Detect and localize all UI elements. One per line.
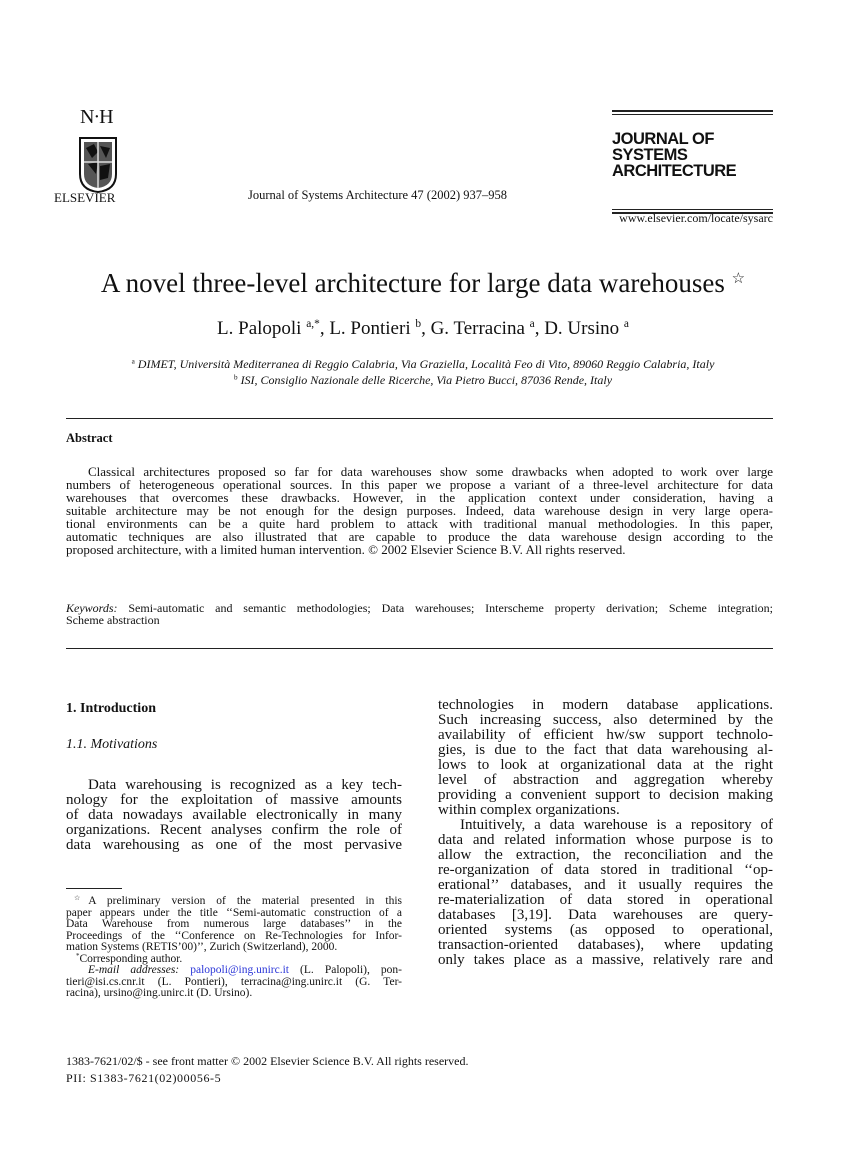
copyright-line: 1383-7621/02/$ - see front matter © 2002 Elsevier Science B.V. All rights reserved. (66, 1054, 469, 1068)
affiliation: $^a$ DIMET, Università Mediterranea di Reggio Calabria, Via Graziella, Località Feo di Vito, 89060 Reggio Calabria, Italy (131, 357, 715, 371)
paper-title (0, 268, 846, 299)
journal-url[interactable]: www.elsevier.com/locate/sysarc (619, 211, 773, 225)
keywords (66, 600, 773, 627)
abstract-heading: Abstract (66, 431, 113, 445)
body-line: nology for the exploitation of massive amounts (66, 792, 402, 808)
abstract-body (66, 463, 773, 557)
author: L. Palopoli $^{a,*}$, (217, 318, 330, 339)
abstract-line: warehouses that overcomes these drawbacks. However, in the application context under consideration, having a (66, 490, 773, 505)
abstract-line: Classical architectures proposed so far for data warehouses show some drawbacks when adopted to work over large (88, 464, 773, 479)
footnote-line: Proceedings of the ‘‘Conference on Re-Technologies for Infor- (66, 929, 402, 942)
body-line: gies, is due to the fact that data warehousing al- (438, 742, 773, 758)
body-line: lows to look at organizational data at the right (438, 757, 773, 773)
title-text: A novel three-level architecture for large data warehouses (100, 268, 725, 298)
body-line: erational’’ databases, and it usually requires the (438, 877, 773, 893)
section-heading: 1. Introduction (66, 701, 156, 716)
left-column-body (66, 776, 402, 851)
body-line: data warehousing as one of the most pervasive (66, 837, 402, 853)
body-line: allow the extraction, the reconciliation and the (438, 847, 773, 863)
journal-citation: Journal of Systems Architecture 47 (2002) 937–958 (248, 188, 507, 202)
keywords-line: Keywords: Semi-automatic and semantic methodologies; Data warehouses; Interscheme property derivation; Scheme integration; (66, 601, 773, 615)
divider (66, 648, 773, 649)
body-line: organizations. Recent analyses confirm the role of (66, 822, 402, 838)
crest-icon (78, 134, 118, 194)
body-line: only takes place as a massive, relatively rare and (438, 952, 773, 968)
body-line: Intuitively, a data warehouse is a repository of (460, 817, 773, 833)
corresponding-author-note: *Corresponding author. (76, 952, 183, 965)
author-list (0, 318, 846, 340)
journal-logo-rule-top (612, 110, 773, 112)
email-line: racina), ursino@ing.unirc.it (D. Ursino). (66, 987, 253, 999)
abstract-line: proposed architecture, with a limited human intervention. © 2002 Elsevier Science B.V. All rights reserved. (66, 542, 626, 557)
footnotes (66, 894, 402, 998)
right-column-body (438, 696, 773, 966)
body-line: within complex organizations. (438, 802, 620, 818)
body-line: re-organization of data stored in traditional ‘‘op- (438, 862, 773, 878)
email-link[interactable]: palopoli@ing.unirc.it (190, 964, 289, 976)
keywords-line: Scheme abstraction (66, 613, 160, 627)
journal-logo-line: ARCHITECTURE (612, 162, 737, 180)
body-line: technologies in modern database applications. (438, 697, 773, 713)
affiliation: $^b$ ISI, Consiglio Nazionale delle Ricerche, Via Pietro Bucci, 87036 Rende, Italy (233, 372, 613, 387)
abstract-line: numbers of heterogeneous operational sources. In this paper we propose a variant of a three-level architecture for data (66, 477, 773, 492)
nh-monogram: N·H (80, 106, 113, 128)
journal-logo-line: SYSTEMS (612, 146, 688, 164)
divider (66, 418, 773, 419)
affiliations (0, 357, 846, 388)
journal-logo-rule-bottom (612, 209, 773, 210)
author: D. Ursino $^a$ (544, 318, 629, 339)
publisher-name: ELSEVIER (54, 190, 116, 205)
body-line: level of abstraction and aggregation whereby (438, 772, 773, 788)
body-line: providing a convenient support to decision making (438, 787, 773, 803)
page-footer (66, 1053, 468, 1087)
body-line: oriented systems (as opposed to operational, (438, 922, 773, 938)
body-line: databases [3,19]. Data warehouses are query- (438, 907, 773, 923)
journal-logo (612, 131, 736, 179)
footnote-line: mation Systems (RETIS’00)’’, Zurich (Switzerland), 2000. (66, 941, 338, 953)
body-line: Such increasing success, also determined by the (438, 712, 773, 728)
abstract-line: suitable architecture may be not enough for the design purposes. Indeed, data warehouse design in very large opera- (66, 503, 773, 518)
footnote-line: ☆A preliminary version of the material presented in this (74, 894, 402, 907)
abstract-line: tional environments can be a quite hard problem to attack with traditional manual methodologies. In this paper, (66, 516, 773, 531)
footnote-line: Data Warehouse from numerous large databases’’ in the (66, 918, 402, 930)
email-line: E-mail addresses: palopoli@ing.unirc.it (L. Palopoli), pon- (88, 964, 403, 976)
email-line: tieri@isi.cs.cnr.it (L. Pontieri), terracina@ing.unirc.it (G. Ter- (66, 975, 402, 988)
body-line: transaction-oriented databases), where updating (438, 937, 773, 953)
abstract-line: automatic techniques are also illustrated that are capable to produce the data warehouse design according to the (66, 529, 773, 544)
footnote-line: paper appears under the title ‘‘Semi-automatic construction of a (66, 906, 402, 919)
body-line: data and related information whose purpose is to (438, 832, 773, 848)
elsevier-logo (54, 106, 134, 216)
journal-logo-line: JOURNAL OF (612, 130, 714, 148)
body-line: Data warehousing is recognized as a key tech- (88, 777, 402, 793)
journal-logo-rule-top2 (612, 114, 773, 115)
footnote-rule (66, 888, 122, 889)
author: G. Terracina $^a$, (430, 318, 545, 339)
subsection-heading: 1.1. Motivations (66, 737, 158, 752)
body-line: of data nowadays available electronically in many (66, 807, 402, 823)
body-line: availability of efficient hw/sw support technolo- (438, 727, 773, 743)
body-line: re-materialization of data stored in operational (438, 892, 773, 908)
title-footnote-mark: ☆ (731, 271, 746, 287)
author: L. Pontieri $^b$, (329, 318, 431, 339)
pii-line: PII: S1383-7621(02)00056-5 (66, 1071, 222, 1085)
